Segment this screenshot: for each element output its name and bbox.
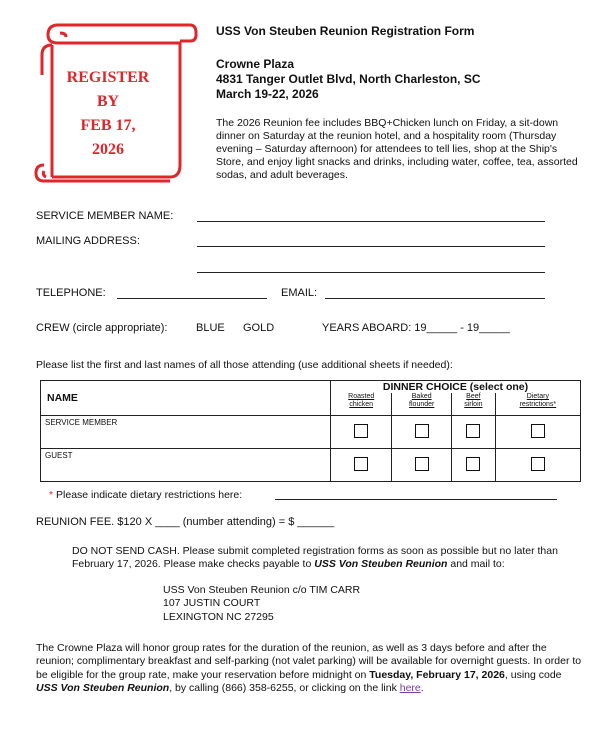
baked-flounder-checkbox[interactable] xyxy=(415,457,429,471)
booking-link[interactable]: here xyxy=(399,681,421,694)
reservation-deadline: Tuesday, February 17, 2026 xyxy=(369,668,505,681)
register-by-badge xyxy=(40,66,176,162)
beef-sirloin-checkbox[interactable] xyxy=(466,424,480,438)
service-member-name-label: SERVICE MEMBER NAME: xyxy=(36,210,174,222)
mailing-address-field[interactable] xyxy=(197,246,545,247)
dinner-choice-header: DINNER CHOICE (select one) xyxy=(331,381,581,394)
dietary-restrictions-checkbox[interactable] xyxy=(531,457,545,471)
group-code: USS Von Steuben Reunion xyxy=(36,681,170,694)
event-dates: March 19-22, 2026 xyxy=(216,87,319,101)
mailing-address-field-line2[interactable] xyxy=(197,272,545,273)
row-label-guest[interactable]: GUEST xyxy=(41,449,331,482)
email-label: EMAIL: xyxy=(281,287,318,299)
venue-address: 4831 Tanger Outlet Blvd, North Charleston, SC xyxy=(216,72,481,86)
address-line: 107 JUSTIN COURT xyxy=(163,597,261,610)
roasted-chicken-checkbox[interactable] xyxy=(354,424,368,438)
mailing-address-block xyxy=(163,584,360,624)
payment-instructions: DO NOT SEND CASH. Please submit completed registration forms as soon as possible but no later than February 17, 2026. Please make checks payable to USS Von Steuben Reunion and mail to: xyxy=(72,545,558,571)
asterisk: * xyxy=(49,489,54,501)
service-member-name-field[interactable] xyxy=(197,221,545,222)
badge-line: FEB 17, xyxy=(80,117,136,134)
dietary-restrictions-field[interactable] xyxy=(275,499,557,500)
baked-flounder-checkbox[interactable] xyxy=(415,424,429,438)
option-header-baked-flounder: Baked flounder xyxy=(392,393,452,416)
address-line: LEXINGTON NC 27295 xyxy=(163,610,274,623)
crew-blue-option[interactable]: BLUE xyxy=(196,322,225,334)
beef-sirloin-checkbox[interactable] xyxy=(466,457,480,471)
table-row xyxy=(41,449,581,482)
table-row xyxy=(41,416,581,449)
telephone-field[interactable] xyxy=(117,298,267,299)
address-line: USS Von Steuben Reunion c/o TIM CARR xyxy=(163,584,361,596)
crew-label: CREW (circle appropriate): xyxy=(36,322,168,334)
option-header-dietary: Dietary restrictions* xyxy=(495,393,580,416)
years-aboard-field[interactable]: YEARS ABOARD: 19_____ - 19_____ xyxy=(322,322,510,334)
option-header-roasted-chicken: Roasted chicken xyxy=(331,393,392,416)
hotel-paragraph: The Crowne Plaza will honor group rates for the duration of the reunion, as well as 3 days before and after the reunion; complimentary breakfast and self-parking (not valet parking) will be available for overnight guests. In order to be eligible for the group rate, make your reservation before midnight on Tuesday, February 17, 2026, using code USS Von Steuben Reunion, by calling (866) 358-6255, or clicking on the link here. xyxy=(36,642,582,694)
dietary-restrictions-label: * Please indicate dietary restrictions here: xyxy=(49,489,243,501)
row-label-service-member[interactable]: SERVICE MEMBER xyxy=(41,416,331,449)
attendees-instruction: Please list the first and last names of all those attending (use additional sheets if needed): xyxy=(36,359,453,371)
reunion-fee-line: REUNION FEE. $120 X ____ (number attending) = $ ______ xyxy=(36,516,335,528)
crew-gold-option[interactable]: GOLD xyxy=(243,322,275,334)
roasted-chicken-checkbox[interactable] xyxy=(354,457,368,471)
venue-name: Crowne Plaza xyxy=(216,57,295,71)
dietary-restrictions-checkbox[interactable] xyxy=(531,424,545,438)
email-field[interactable] xyxy=(325,298,545,299)
payee-name: USS Von Steuben Reunion xyxy=(314,558,448,571)
form-title: USS Von Steuben Reunion Registration Form xyxy=(216,24,475,38)
attendees-table xyxy=(40,380,581,482)
name-column-header: NAME xyxy=(41,381,331,416)
mailing-address-label: MAILING ADDRESS: xyxy=(36,235,140,247)
badge-line: REGISTER xyxy=(66,69,150,86)
telephone-label: TELEPHONE: xyxy=(36,287,106,299)
badge-line: BY xyxy=(96,93,120,110)
intro-paragraph: The 2026 Reunion fee includes BBQ+Chicken lunch on Friday, a sit-down dinner on Saturday at the reunion hotel, and a hospitality room (Thursday evening – Saturday afternoon) for attendees to tell lies, shop at the Ship's Store, and enjoy light snacks and drinks, including water, coffee, tea, assorted sodas, and adult beverages. xyxy=(216,117,578,181)
venue-block xyxy=(216,57,481,102)
option-header-beef-sirloin: Beef sirloin xyxy=(452,393,496,416)
badge-line: 2026 xyxy=(92,141,124,158)
